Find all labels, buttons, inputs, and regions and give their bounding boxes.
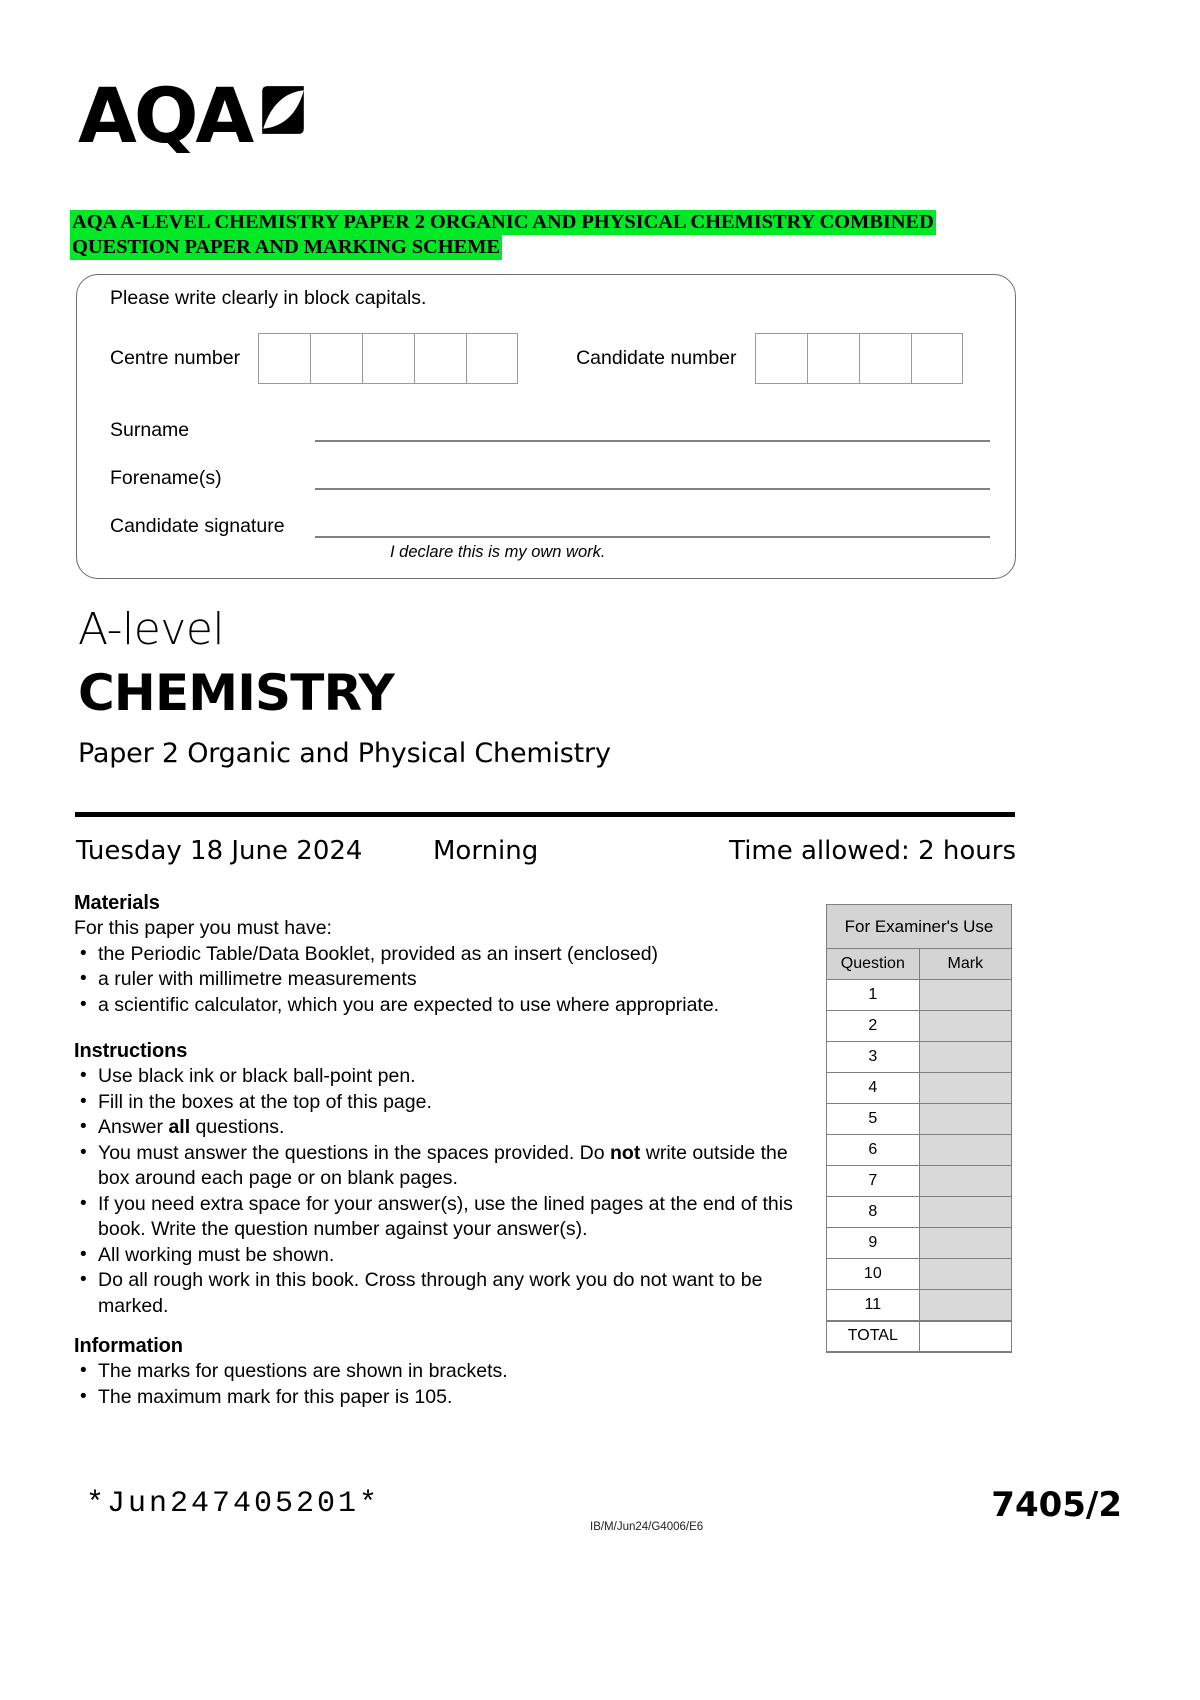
declaration-text: I declare this is my own work.	[390, 543, 606, 561]
forenames-input[interactable]	[315, 470, 990, 490]
candidate-number-cell[interactable]	[807, 333, 859, 384]
mark-input[interactable]	[919, 1259, 1011, 1290]
total-mark-input[interactable]	[919, 1321, 1011, 1352]
table-row	[827, 1073, 1012, 1104]
materials-heading: Materials	[74, 892, 160, 914]
list-item: • You must answer the questions in the spaces provided. Do not write outside the box around each page or on blank pages.	[74, 1141, 804, 1192]
highlighted-banner	[70, 210, 1070, 260]
mark-input[interactable]	[919, 980, 1011, 1011]
subject-title: CHEMISTRY	[78, 664, 394, 722]
question-number: 7	[827, 1166, 920, 1197]
materials-section	[74, 892, 804, 1018]
paper-code: 7405/2	[991, 1485, 1122, 1525]
candidate-signature-label: Candidate signature	[110, 515, 285, 537]
column-header-mark: Mark	[919, 949, 1011, 980]
question-number: 9	[827, 1228, 920, 1259]
total-label: TOTAL	[827, 1321, 920, 1352]
centre-number-cell[interactable]	[310, 333, 362, 384]
mark-input[interactable]	[919, 1166, 1011, 1197]
block-capitals-note: Please write clearly in block capitals.	[110, 287, 427, 309]
forenames-label: Forename(s)	[110, 467, 222, 489]
candidate-number-input[interactable]	[755, 333, 963, 384]
candidate-signature-input[interactable]	[315, 518, 990, 538]
question-number: 2	[827, 1011, 920, 1042]
table-row	[827, 1011, 1012, 1042]
information-heading: Information	[74, 1335, 183, 1357]
barcode-text: *Jun247405201*	[86, 1487, 381, 1521]
candidate-number-cell[interactable]	[755, 333, 807, 384]
paper-title: Paper 2 Organic and Physical Chemistry	[78, 738, 611, 769]
list-item: • The maximum mark for this paper is 105.	[74, 1385, 804, 1411]
information-list	[74, 1359, 804, 1410]
document-reference: IB/M/Jun24/G4006/E6	[590, 1521, 704, 1533]
table-row	[827, 980, 1012, 1011]
centre-number-input[interactable]	[258, 333, 518, 384]
list-item: • All working must be shown.	[74, 1243, 804, 1269]
table-row	[827, 1135, 1012, 1166]
mark-input[interactable]	[919, 1011, 1011, 1042]
number-row	[110, 333, 990, 384]
candidate-number-cell[interactable]	[859, 333, 911, 384]
centre-number-cell[interactable]	[466, 333, 518, 384]
list-item: • Use black ink or black ball-point pen.	[74, 1064, 804, 1090]
list-item: • Fill in the boxes at the top of this page.	[74, 1090, 804, 1116]
table-row	[827, 1259, 1012, 1290]
list-item: • the Periodic Table/Data Booklet, provided as an insert (enclosed)	[74, 942, 804, 968]
list-item: • a scientific calculator, which you are expected to use where appropriate.	[74, 993, 804, 1019]
centre-number-label: Centre number	[110, 347, 241, 369]
mark-input[interactable]	[919, 1290, 1011, 1321]
list-item: • The marks for questions are shown in brackets.	[74, 1359, 804, 1385]
exam-meta-row	[76, 836, 1016, 870]
mark-input[interactable]	[919, 1104, 1011, 1135]
forenames-row	[110, 466, 990, 490]
exam-session: Morning	[433, 836, 539, 866]
question-number: 8	[827, 1197, 920, 1228]
question-number: 4	[827, 1073, 920, 1104]
centre-number-cell[interactable]	[362, 333, 414, 384]
instructions-section	[74, 1040, 804, 1319]
banner-line-1: AQA A-LEVEL CHEMISTRY PAPER 2 ORGANIC AND PHYSICAL CHEMISTRY COMBINED	[72, 211, 934, 233]
table-row-header	[827, 905, 1012, 949]
surname-label: Surname	[110, 419, 190, 441]
aqa-leaf-icon	[257, 84, 309, 136]
materials-list	[74, 942, 804, 1019]
list-item: • a ruler with millimetre measurements	[74, 967, 804, 993]
aqa-logo	[78, 71, 309, 160]
table-row	[827, 1228, 1012, 1259]
instructions-heading: Instructions	[74, 1040, 188, 1062]
table-row	[827, 1042, 1012, 1073]
table-row	[827, 1104, 1012, 1135]
list-item: • Do all rough work in this book. Cross through any work you do not want to be marked.	[74, 1268, 804, 1319]
list-item: • Answer all questions.	[74, 1115, 804, 1141]
instructions-list	[74, 1064, 804, 1319]
examiner-table-title: For Examiner's Use	[827, 905, 1012, 949]
horizontal-rule	[75, 812, 1015, 817]
mark-input[interactable]	[919, 1197, 1011, 1228]
examiner-use-table	[826, 904, 1012, 1353]
aqa-logo-text: AQA	[78, 71, 252, 160]
mark-input[interactable]	[919, 1135, 1011, 1166]
surname-row	[110, 418, 990, 442]
examiner-table-body	[827, 905, 1012, 1352]
question-number: 10	[827, 1259, 920, 1290]
candidate-number-label: Candidate number	[576, 347, 737, 369]
question-number: 1	[827, 980, 920, 1011]
question-number: 5	[827, 1104, 920, 1135]
information-section	[74, 1335, 804, 1410]
signature-row	[110, 514, 990, 538]
table-row-total	[827, 1321, 1012, 1352]
materials-intro: For this paper you must have:	[74, 917, 332, 939]
column-header-question: Question	[827, 949, 920, 980]
question-number: 11	[827, 1290, 920, 1321]
qualification-level: A-level	[78, 604, 225, 655]
mark-input[interactable]	[919, 1073, 1011, 1104]
banner-line-2: QUESTION PAPER AND MARKING SCHEME	[72, 236, 500, 258]
time-allowed: Time allowed: 2 hours	[729, 836, 1016, 866]
question-number: 3	[827, 1042, 920, 1073]
table-row	[827, 1197, 1012, 1228]
table-row	[827, 1290, 1012, 1321]
question-number: 6	[827, 1135, 920, 1166]
candidate-details-box	[76, 274, 1016, 579]
centre-number-cell[interactable]	[258, 333, 310, 384]
list-item: • If you need extra space for your answer(s), use the lined pages at the end of this book. Write the question number against your answer(s).	[74, 1192, 804, 1243]
table-row-subheader	[827, 949, 1012, 980]
table-row	[827, 1166, 1012, 1197]
mark-input[interactable]	[919, 1042, 1011, 1073]
surname-input[interactable]	[315, 422, 990, 442]
candidate-number-cell[interactable]	[911, 333, 963, 384]
mark-input[interactable]	[919, 1228, 1011, 1259]
exam-date: Tuesday 18 June 2024	[76, 836, 363, 866]
centre-number-cell[interactable]	[414, 333, 466, 384]
